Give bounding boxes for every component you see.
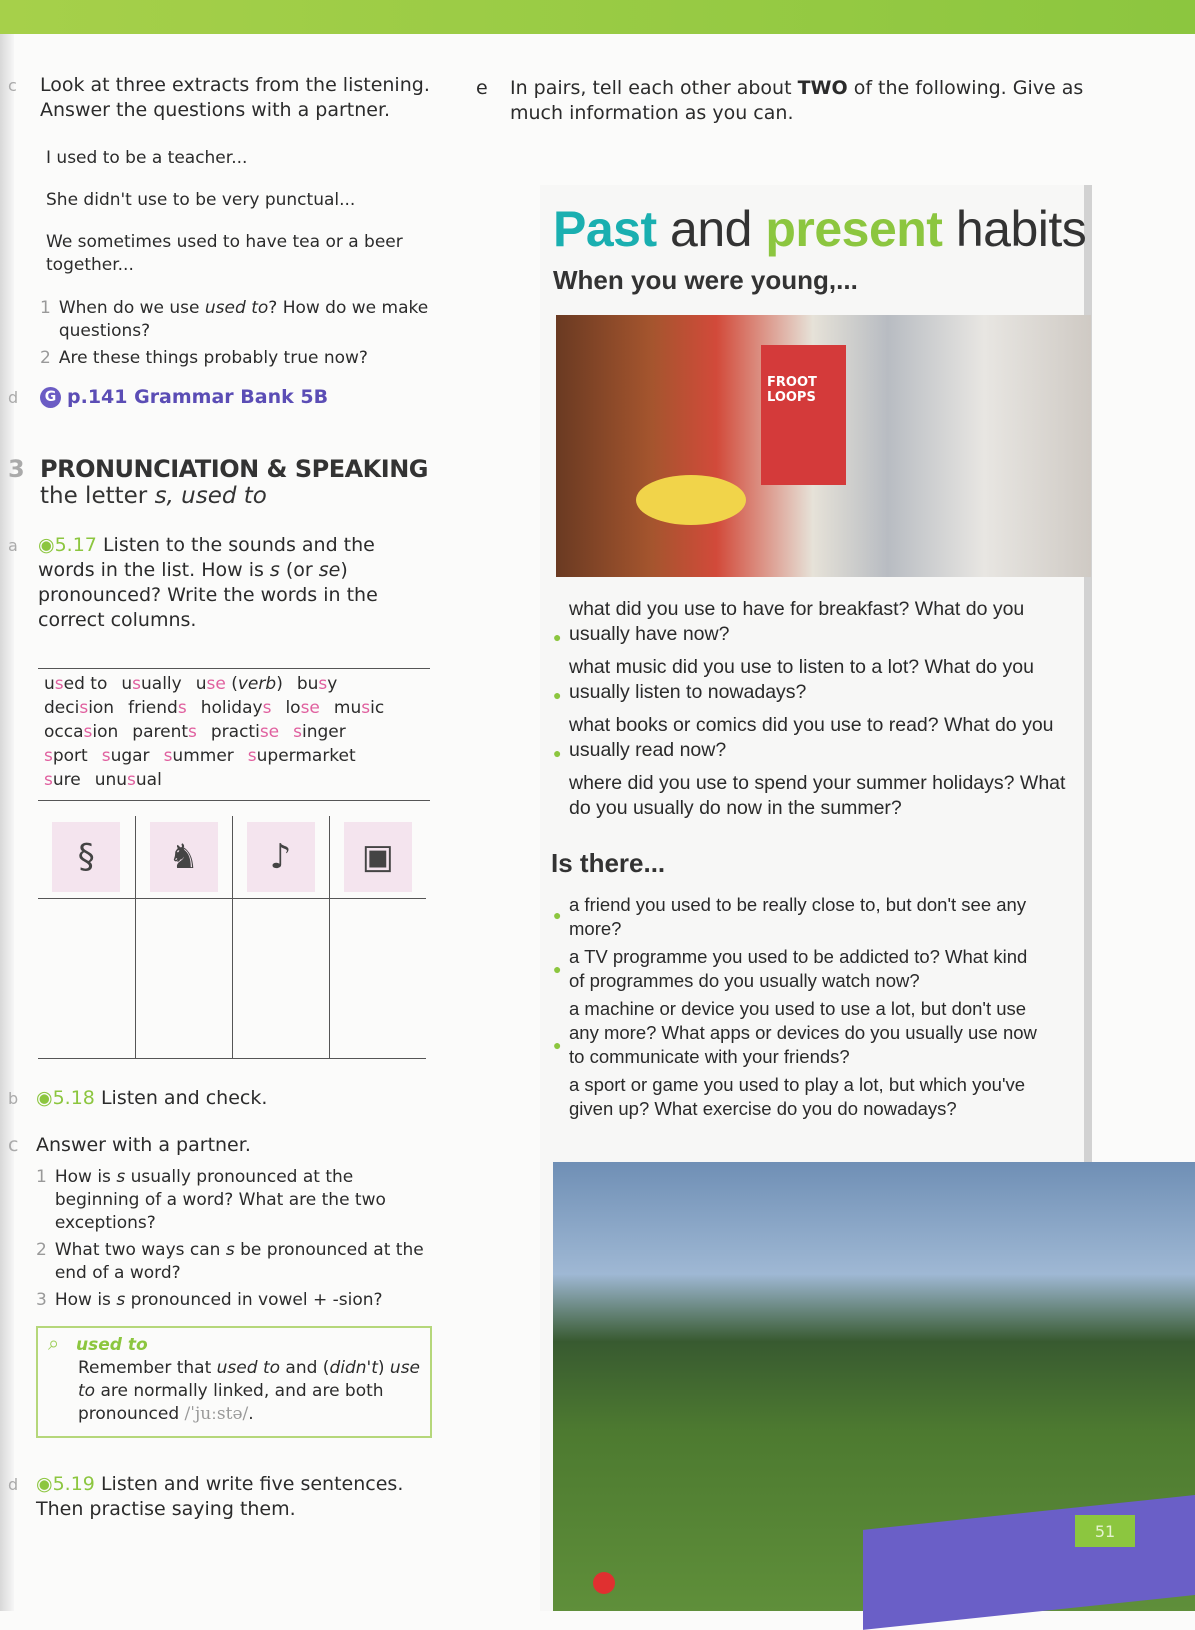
zebra-icon: ♞ xyxy=(150,822,218,892)
word-row xyxy=(44,720,434,744)
question-item: ● what music did you use to listen to a lot? What do you usually listen to nowadays? xyxy=(553,656,1035,703)
word: summer xyxy=(163,746,234,766)
sound-columns-table xyxy=(38,816,426,1059)
yoga-mat xyxy=(863,1494,1195,1630)
word: lose xyxy=(285,698,320,718)
exercise-d-grammar-bank[interactable]: d G p.141 Grammar Bank 5B xyxy=(8,386,329,408)
column-header-snake xyxy=(38,816,135,898)
used-to-tip-box: ⌕ used to Remember that used to and (didn't) use to are normally linked, and are both pronounced /ˈjuːstə/. xyxy=(36,1326,432,1438)
section-subtitle: the letter s, used to xyxy=(40,483,267,509)
question-item: ● what did you use to have for breakfast? What do you usually have now? xyxy=(553,598,1025,645)
column-header-shower xyxy=(232,816,329,898)
exercise-c-questions xyxy=(40,297,430,370)
exercise-c2: c Answer with a partner. 1 How is s usually pronounced at the beginning of a word? What are the two exceptions? 2 What two ways can s be pronounced at the end of a word? 3 How is s pronounced in vowel + -sion? xyxy=(0,1133,440,1312)
snake-icon: § xyxy=(52,822,120,892)
word-list xyxy=(44,672,434,792)
young-questions xyxy=(553,597,1089,829)
question: 2 What two ways can s be pronounced at the end of a word? xyxy=(36,1240,424,1283)
word: unusual xyxy=(94,770,162,790)
word: sport xyxy=(44,746,88,766)
word: holidays xyxy=(200,698,272,718)
column-header-television xyxy=(329,816,426,898)
question: 1 How is s usually pronounced at the beginning of a word? What are the two exceptions? xyxy=(36,1167,386,1233)
word: supermarket xyxy=(247,746,356,766)
word: singer xyxy=(293,722,346,742)
word: use (verb) xyxy=(195,674,283,694)
cereal-bowl xyxy=(636,475,746,525)
answer-cell[interactable] xyxy=(329,898,426,1058)
question-item: ● what books or comics did you use to read? What do you usually read now? xyxy=(553,714,1054,761)
television-icon: ▣ xyxy=(344,822,412,892)
question-item: ● a TV programme you used to be addicted to? What kind of programmes do you usually watch now? xyxy=(553,946,1028,991)
breakfast-photo xyxy=(556,315,1091,577)
answer-cell[interactable] xyxy=(232,898,329,1058)
audio-icon[interactable]: ◉ xyxy=(36,1087,53,1109)
panel-title: Past and present habits xyxy=(553,201,1087,257)
word-row xyxy=(44,672,434,696)
section-title: PRONUNCIATION & SPEAKING xyxy=(40,455,428,483)
word: music xyxy=(333,698,385,718)
extract: She didn't use to be very punctual... xyxy=(46,190,356,210)
answer-cell[interactable] xyxy=(38,898,135,1058)
word-row xyxy=(44,744,434,768)
column-header-zebra xyxy=(135,816,232,898)
question-item: a sport or game you used to play a lot, but which you've given up? What exercise do you do nowadays? xyxy=(569,1074,1026,1119)
hockey-ball xyxy=(593,1572,615,1594)
word: busy xyxy=(296,674,338,694)
exercise-c: c Look at three extracts from the listening. Answer the questions with a partner. I used to be a teacher... She didn't use to be very punctual... We sometimes used to have tea or a beer together... 1 When do we use used to? How do we make questions? 2 Are these things probably true now? xyxy=(0,73,440,370)
word: sure xyxy=(44,770,81,790)
word: parents xyxy=(132,722,197,742)
audio-icon[interactable]: ◉ xyxy=(38,534,55,556)
cereal-box: FROOT LOOPS xyxy=(761,345,846,485)
exercise-a: a ◉5.17 Listen to the sounds and the words in the list. How is s (or se) pronounced? Write the words in the correct columns. xyxy=(8,534,378,631)
is-there-heading: Is there... xyxy=(551,848,666,878)
extract: We sometimes used to have tea or a beer together... xyxy=(46,232,403,275)
exercise-c-instruction: Look at three extracts from the listening. Answer the questions with a partner. xyxy=(40,74,430,121)
grammar-icon: G xyxy=(40,387,61,408)
exercise-e: e In pairs, tell each other about TWO of the following. Give as much information as you can. xyxy=(476,77,1084,124)
is-there-questions xyxy=(553,893,1039,1129)
question: 3 How is s pronounced in vowel + -sion? xyxy=(36,1290,383,1310)
word: decision xyxy=(44,698,115,718)
magnifier-icon: ⌕ xyxy=(48,1331,60,1355)
word: practise xyxy=(210,722,280,742)
question-item: where did you use to spend your summer holidays? What do you usually do now in the summer? xyxy=(569,772,1066,819)
word-row xyxy=(44,768,434,792)
extracts xyxy=(46,147,426,277)
question-item: ● a machine or device you used to use a lot, but don't use any more? What apps or devices do you usually use now to communicate with your friends? xyxy=(553,998,1037,1067)
word-row xyxy=(44,696,434,720)
question: 2 Are these things probably true now? xyxy=(40,348,368,368)
divider xyxy=(38,800,430,801)
divider xyxy=(38,668,430,669)
word: sugar xyxy=(101,746,150,766)
exercise-d2: d ◉5.19 Listen and write five sentences. Then practise saying them. xyxy=(8,1473,404,1520)
question: 1 When do we use used to? How do we make questions? xyxy=(40,298,429,341)
audio-icon[interactable]: ◉ xyxy=(36,1473,53,1495)
top-color-bar xyxy=(0,0,1195,34)
word: used to xyxy=(44,674,108,694)
answer-cell[interactable] xyxy=(135,898,232,1058)
shower-icon: ♪ xyxy=(247,822,315,892)
young-heading: When you were young,... xyxy=(553,265,858,295)
word: friends xyxy=(128,698,187,718)
word: usually xyxy=(121,674,182,694)
extract: I used to be a teacher... xyxy=(46,148,248,168)
exercise-b: b ◉5.18 Listen and check. xyxy=(8,1087,268,1109)
word: occasion xyxy=(44,722,119,742)
question-item: ● a friend you used to be really close to, but don't see any more? xyxy=(553,894,1027,939)
page-number: 51 xyxy=(1075,1515,1135,1547)
section-3-header: 3 PRONUNCIATION & SPEAKING the letter s, used to xyxy=(0,455,440,509)
